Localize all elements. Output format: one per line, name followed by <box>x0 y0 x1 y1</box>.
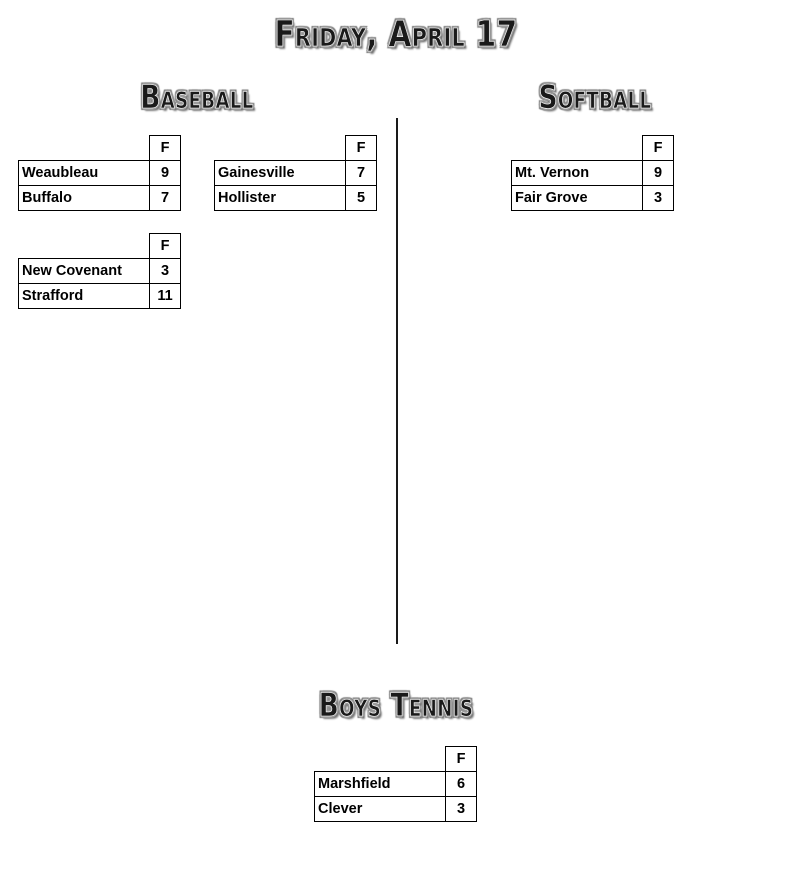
final-column-header: F <box>643 136 674 161</box>
team-row <box>215 161 377 186</box>
score-header-row <box>19 234 181 259</box>
team-score: 6 <box>446 772 477 797</box>
team-name: Strafford <box>19 284 150 309</box>
team-row <box>315 772 477 797</box>
team-name: Mt. Vernon <box>512 161 643 186</box>
score-header-row <box>19 136 181 161</box>
team-name: Clever <box>315 797 446 822</box>
team-name: Fair Grove <box>512 186 643 211</box>
team-score: 3 <box>150 259 181 284</box>
header-spacer <box>19 136 150 161</box>
header-spacer <box>512 136 643 161</box>
score-table-baseball-2 <box>214 135 377 211</box>
team-score: 3 <box>446 797 477 822</box>
section-title-tennis: Boys Tennis <box>318 686 474 724</box>
final-column-header: F <box>346 136 377 161</box>
final-column-header: F <box>446 747 477 772</box>
team-row <box>215 186 377 211</box>
score-header-row <box>512 136 674 161</box>
score-table-tennis-1 <box>314 746 477 822</box>
score-table-baseball-3 <box>18 233 181 309</box>
team-name: Buffalo <box>19 186 150 211</box>
team-name: Weaubleau <box>19 161 150 186</box>
column-divider <box>396 118 398 644</box>
team-name: Marshfield <box>315 772 446 797</box>
team-row <box>512 161 674 186</box>
team-score: 7 <box>150 186 181 211</box>
team-score: 9 <box>643 161 674 186</box>
team-row <box>19 186 181 211</box>
team-name: Gainesville <box>215 161 346 186</box>
score-table-softball-1 <box>511 135 674 211</box>
team-score: 7 <box>346 161 377 186</box>
header-spacer <box>315 747 446 772</box>
page-title: Friday, April 17 <box>274 14 518 55</box>
score-header-row <box>315 747 477 772</box>
section-title-softball: Softball <box>538 78 652 116</box>
team-name: New Covenant <box>19 259 150 284</box>
score-table-baseball-1 <box>18 135 181 211</box>
team-row <box>315 797 477 822</box>
team-row <box>19 161 181 186</box>
team-score: 9 <box>150 161 181 186</box>
team-row <box>512 186 674 211</box>
team-score: 11 <box>150 284 181 309</box>
team-row <box>19 284 181 309</box>
team-row <box>19 259 181 284</box>
team-name: Hollister <box>215 186 346 211</box>
team-score: 5 <box>346 186 377 211</box>
score-header-row <box>215 136 377 161</box>
final-column-header: F <box>150 136 181 161</box>
team-score: 3 <box>643 186 674 211</box>
header-spacer <box>19 234 150 259</box>
section-title-baseball: Baseball <box>140 78 254 116</box>
header-spacer <box>215 136 346 161</box>
final-column-header: F <box>150 234 181 259</box>
